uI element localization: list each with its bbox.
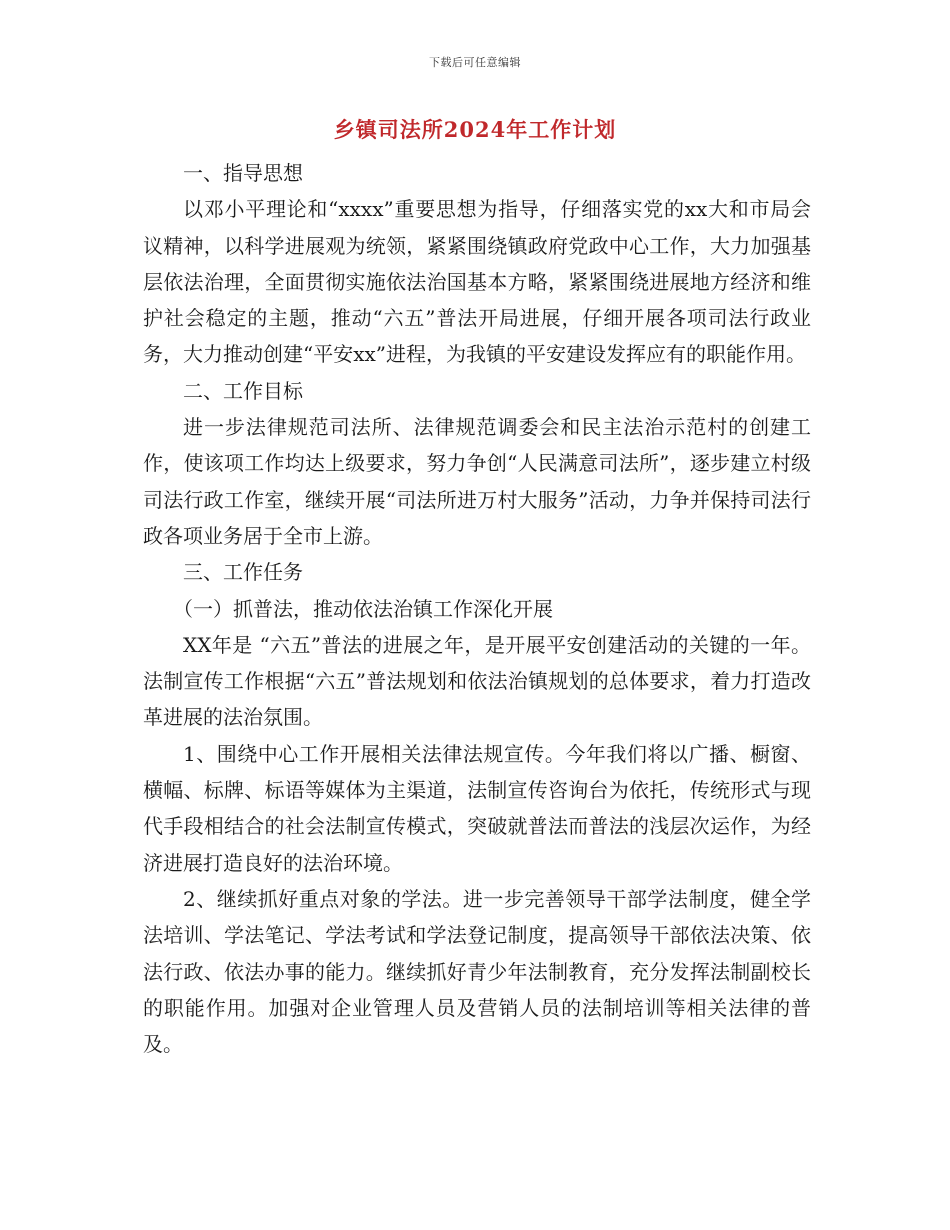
section-3-subheading: （一）抓普法，推动依法治镇工作深化开展 (173, 596, 553, 621)
section-2-paragraph: 进一步法律规范司法所、法律规范调委会和民主法治示范村的创建工作，使该项工作均达上级要求，努力争创“人民满意司法所”，逐步建立村级司法行政工作室，继续开展“司法所进万村大服务”活动，力争并保持司法行政各项业务居于全市上游。 (143, 415, 811, 548)
document-body (143, 155, 811, 1062)
section-3-paragraph-3: 2、继续抓好重点对象的学法。进一步完善领导干部学法制度，健全学法培训、学法笔记、学法考试和学法登记制度，提高领导干部依法决策、依法行政、依法办事的能力。继续抓好青少年法制教育，充分发挥法制副校长的职能作用。加强对企业管理人员及营销人员的法制培训等相关法律的普及。 (143, 886, 811, 1057)
section-3-paragraph-2: 1、围绕中心工作开展相关法律法规宣传。今年我们将以广播、橱窗、横幅、标牌、标语等媒体为主渠道，法制宣传咨询台为依托，传统形式与现代手段相结合的社会法制宣传模式，突破就普法而普法的浅层次运作，为经济进展打造良好的法治环境。 (143, 741, 811, 875)
section-1-heading: 一、指导思想 (183, 161, 303, 185)
section-1-paragraph: 以邓小平理论和“xxxx”重要思想为指导，仔细落实党的xx大和市局会议精神，以科学进展观为统领，紧紧围绕镇政府党政中心工作，大力加强基层依法治理，全面贯彻实施依法治国基本方略，紧紧围绕进展地方经济和维护社会稳定的主题，推动“六五”普法开局进展，仔细开展各项司法行政业务，大力推动创建“平安xx”进程，为我镇的平安建设发挥应有的职能作用。 (143, 197, 811, 367)
section-3-heading: 三、工作任务 (183, 560, 303, 585)
header-note: 下载后可任意编辑 (429, 56, 521, 69)
document-title: 乡镇司法所2024年工作计划 (333, 117, 617, 142)
section-3-paragraph-1: XX年是 “六五”普法的进展之年，是开展平安创建活动的关键的一年。法制宣传工作根据“六五”普法规划和依法治镇规划的总体要求，着力打造改革进展的法治氛围。 (143, 632, 811, 730)
section-2-heading: 二、工作目标 (183, 378, 303, 403)
